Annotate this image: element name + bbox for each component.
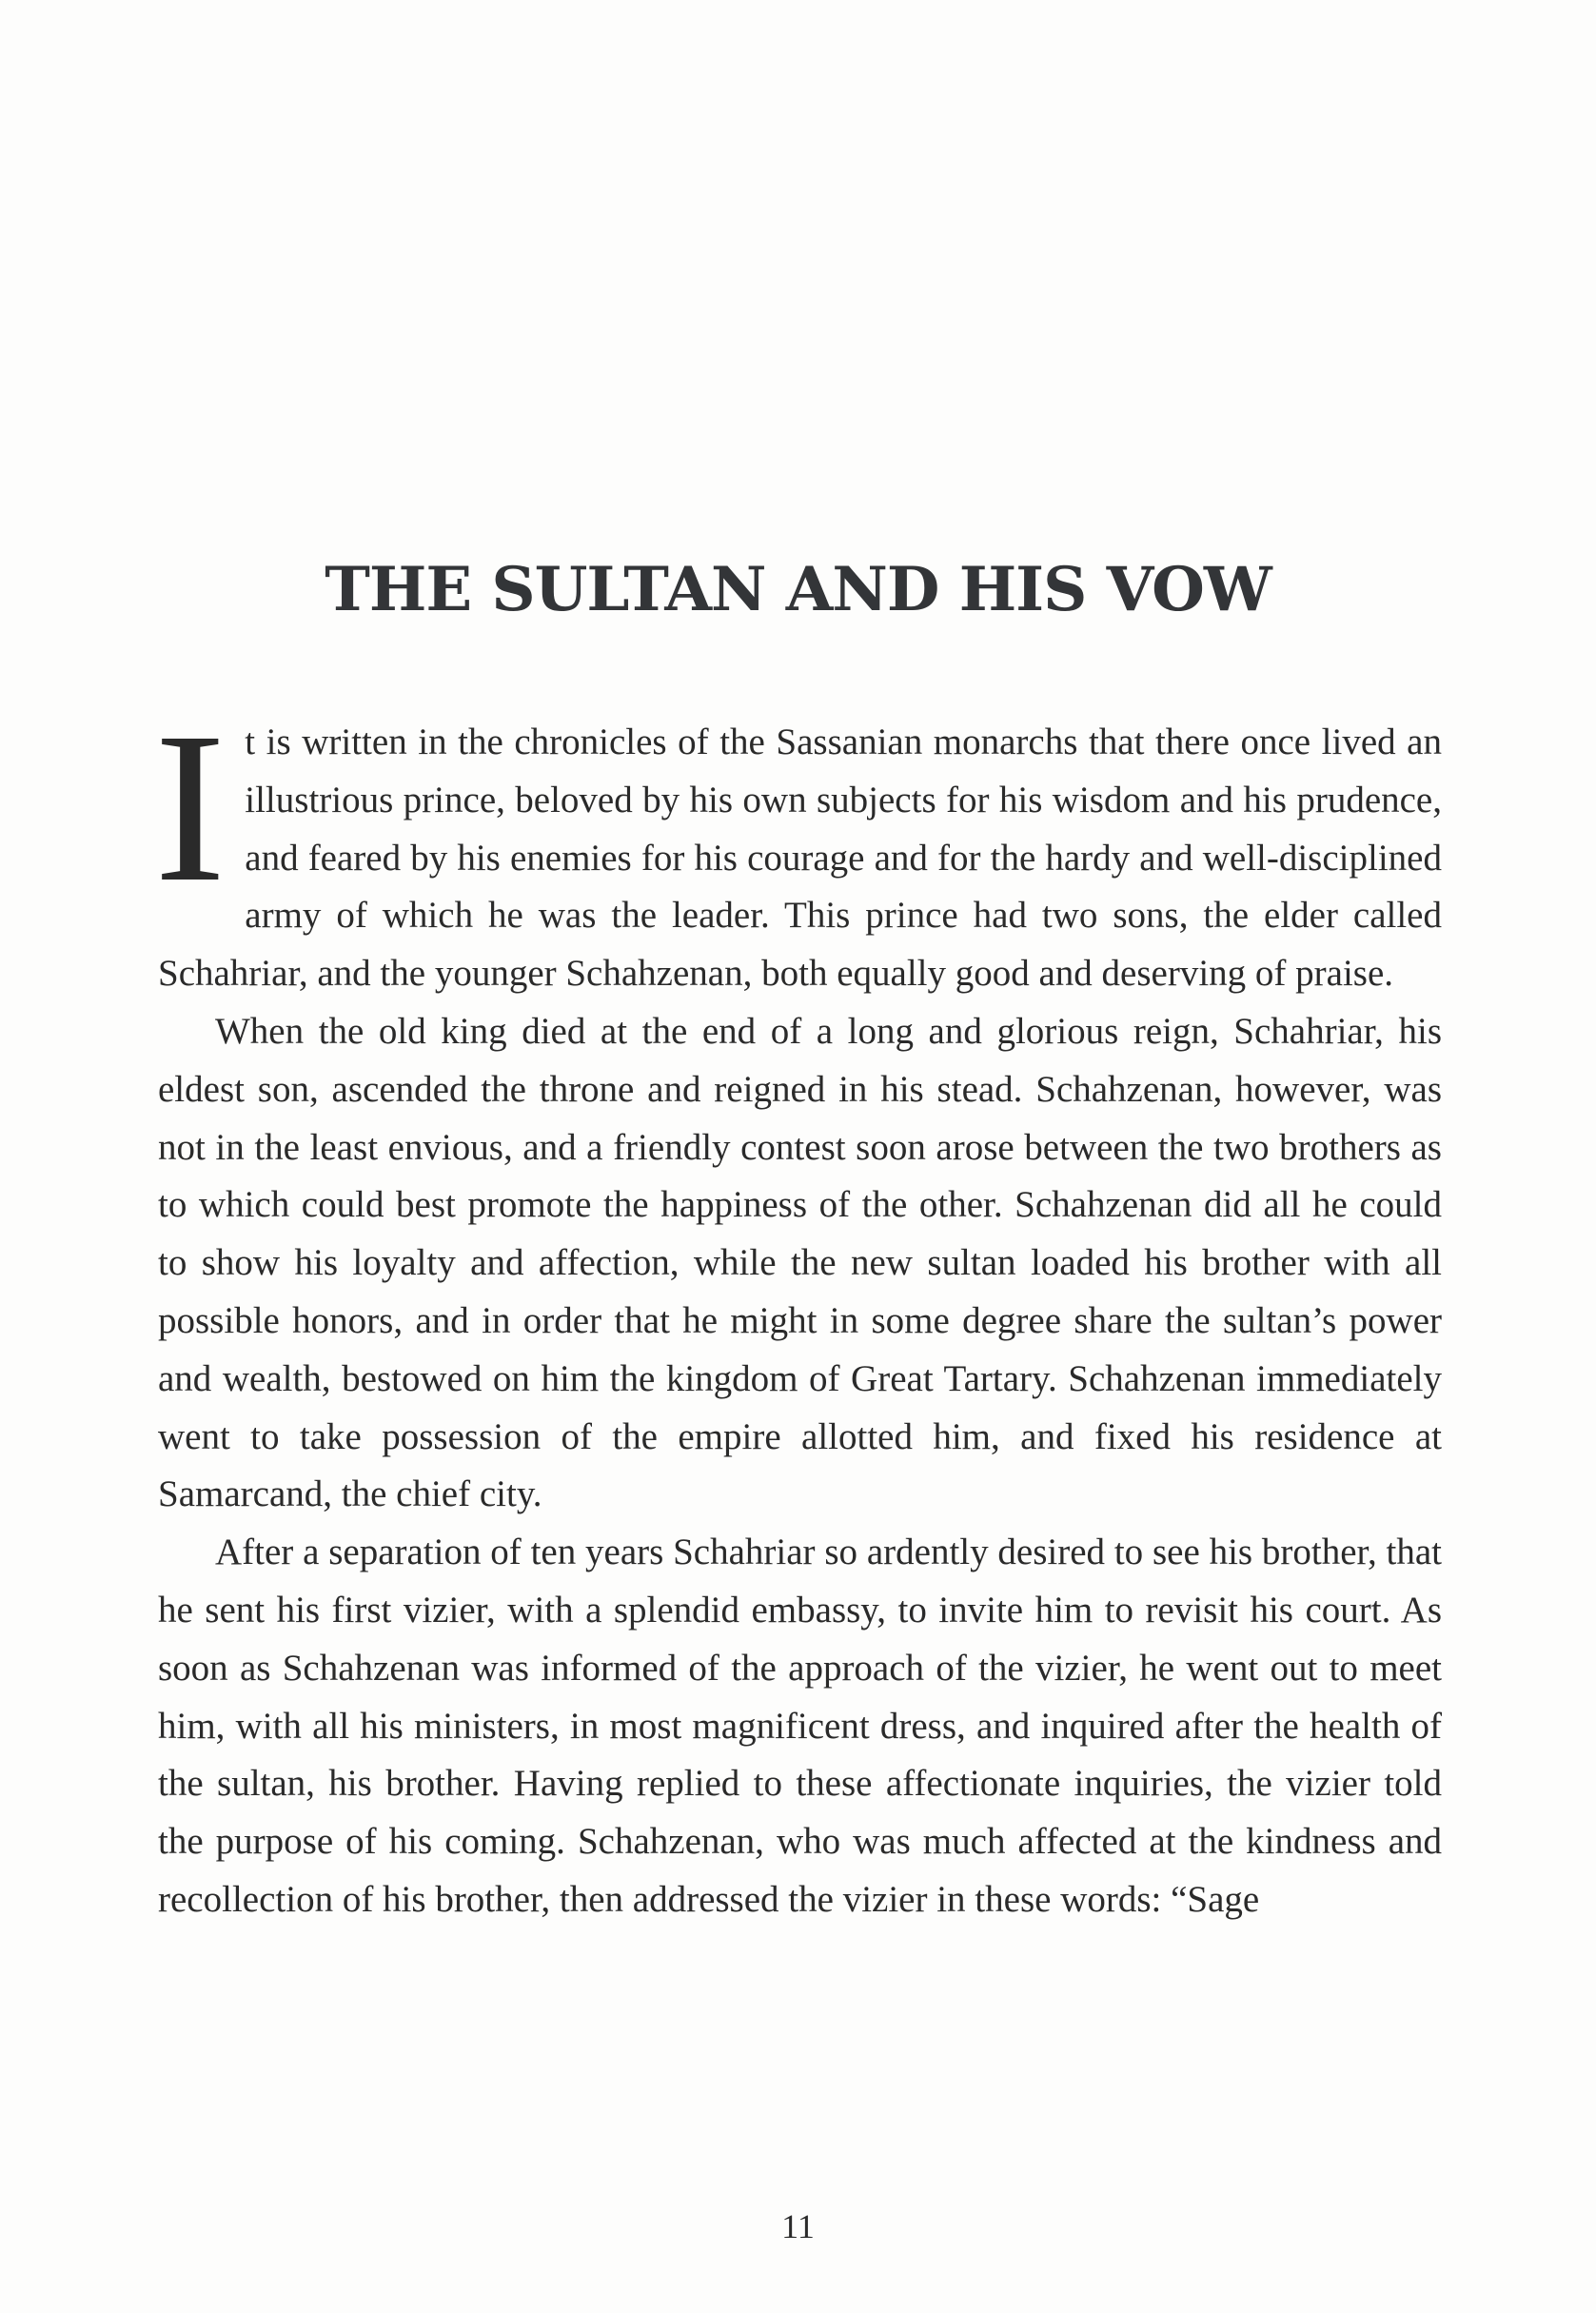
page-number: 11 <box>781 2207 815 2245</box>
chapter-title: THE SULTAN AND HIS VOW <box>325 554 1271 625</box>
paragraph-3: After a separation of ten years Schahriar so ardently desired to see his brother, that he sent his first vizier, with a splendid embassy, to invite him to revisit his court. As soon as Schahzenan was informed of the approach of the vizier, he went out to meet him, with all his ministers, in most magnificent dress, and inquired after the health of the sultan, his brother. Having replied to these affectionate inquiries, the vizier told the purpose of his coming. Schahzenan, who was much affected at the kindness and recollection of his brother, then addressed the vizier in these words: “Sage <box>158 1532 1442 1920</box>
paragraph-1 <box>154 688 1442 1003</box>
paragraph-2: When the old king died at the end of a long and glorious reign, Schahriar, his eldest son, ascended the throne and reigned in his stead. Schahzenan, however, was not in the least envious, and a friendly contest soon arose between the two brothers as to which could best promote the happiness of the other. Schahzenan did all he could to show his loyalty and affection, while the new sultan loaded his brother with all possible honors, and in order that he might in some degree share the sultan’s power and wealth, bestowed on him the kingdom of Great Tartary. Schahzenan immediately went to take possession of the empire allotted him, and fixed his residence at Samarcand, the chief city. <box>158 1010 1442 1515</box>
drop-cap: I <box>154 688 227 926</box>
paragraph-1-text: t is written in the chronicles of the Sassanian monarchs that there once lived an illustrious prince, beloved by his own subjects for his wisdom and his prudence, and feared by his enemies for his courage and for the hardy and well-disciplined army of which he was the leader. This prince had two sons, the elder called Schahriar, and the younger Schahzenan, both equally good and deserving of praise. <box>158 722 1442 995</box>
body-text <box>154 688 1442 1929</box>
